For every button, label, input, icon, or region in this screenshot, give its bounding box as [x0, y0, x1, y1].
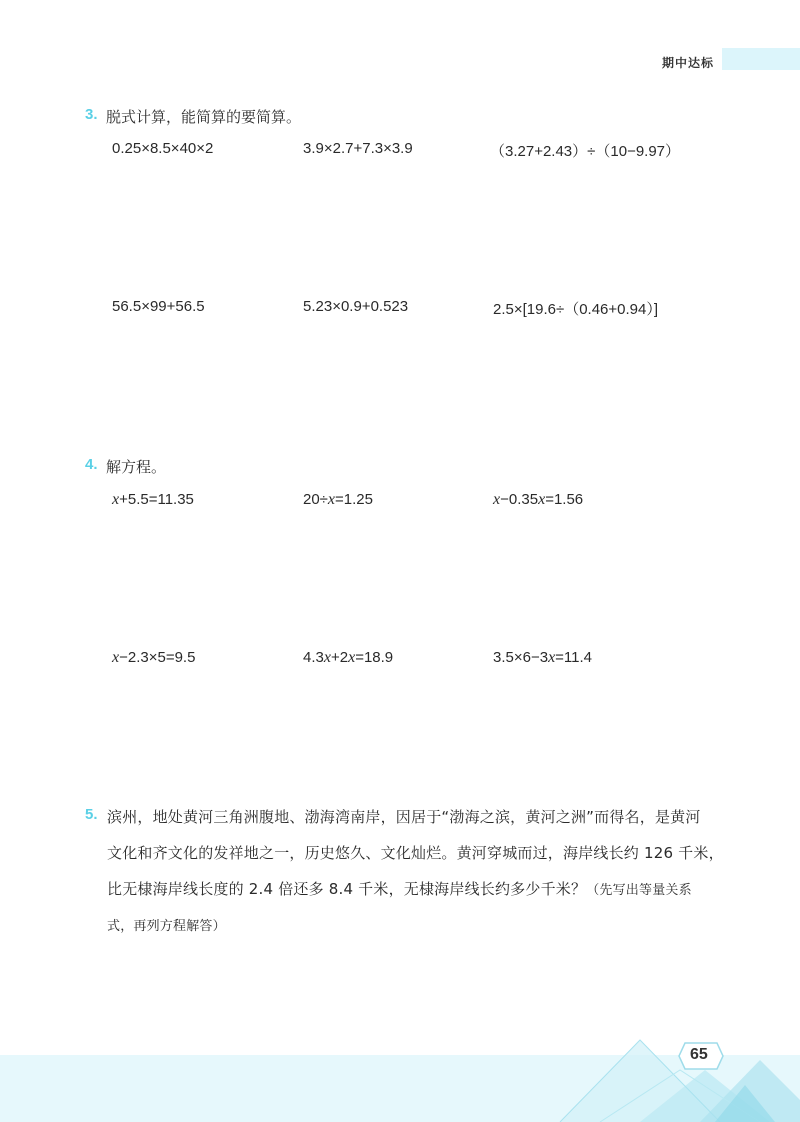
section-3-number: 3. [85, 106, 98, 123]
equation-2: 20÷x=1.25 [303, 491, 373, 508]
equation-5: 4.3x+2x=18.9 [303, 649, 394, 666]
word-problem-line-3: 比无棣海岸线长度的 2.4 倍还多 8.4 千米，无棣海岸线长约多少千米？（先写出等量关系 [107, 880, 692, 898]
word-problem-line-1: 滨州，地处黄河三角洲腹地、渤海湾南岸，因居于“渤海之滨，黄河之洲”而得名，是黄河 [107, 808, 701, 826]
equation-6: 3.5×6−3x=11.4 [493, 649, 593, 666]
section-4-title: 解方程。 [106, 458, 167, 476]
calc-item-3: （3.27+2.43）÷（10−9.97） [490, 143, 681, 160]
page-number: 65 [690, 1046, 708, 1063]
running-header: 期中达标 [662, 56, 715, 70]
equation-1: x+5.5=11.35 [112, 491, 194, 508]
section-5-number: 5. [85, 806, 98, 823]
section-4-number: 4. [85, 456, 98, 473]
word-problem-line-4: 式，再列方程解答） [107, 919, 226, 934]
calc-item-1: 0.25×8.5×40×2 [112, 140, 214, 157]
calc-item-6: 2.5×[19.6÷（0.46+0.94）] [493, 301, 659, 318]
calc-item-5: 5.23×0.9+0.523 [303, 298, 409, 315]
equation-4: x−2.3×5=9.5 [112, 649, 196, 666]
header-tab-decoration [722, 48, 800, 70]
equation-3: x−0.35x=1.56 [493, 491, 584, 508]
word-problem-line-2: 文化和齐文化的发祥地之一，历史悠久、文化灿烂。黄河穿城而过，海岸线长约 126 千米， [107, 844, 724, 862]
calc-item-4: 56.5×99+56.5 [112, 298, 205, 315]
section-3-title: 脱式计算，能简算的要简算。 [106, 108, 302, 126]
calc-item-2: 3.9×2.7+7.3×3.9 [303, 140, 413, 157]
